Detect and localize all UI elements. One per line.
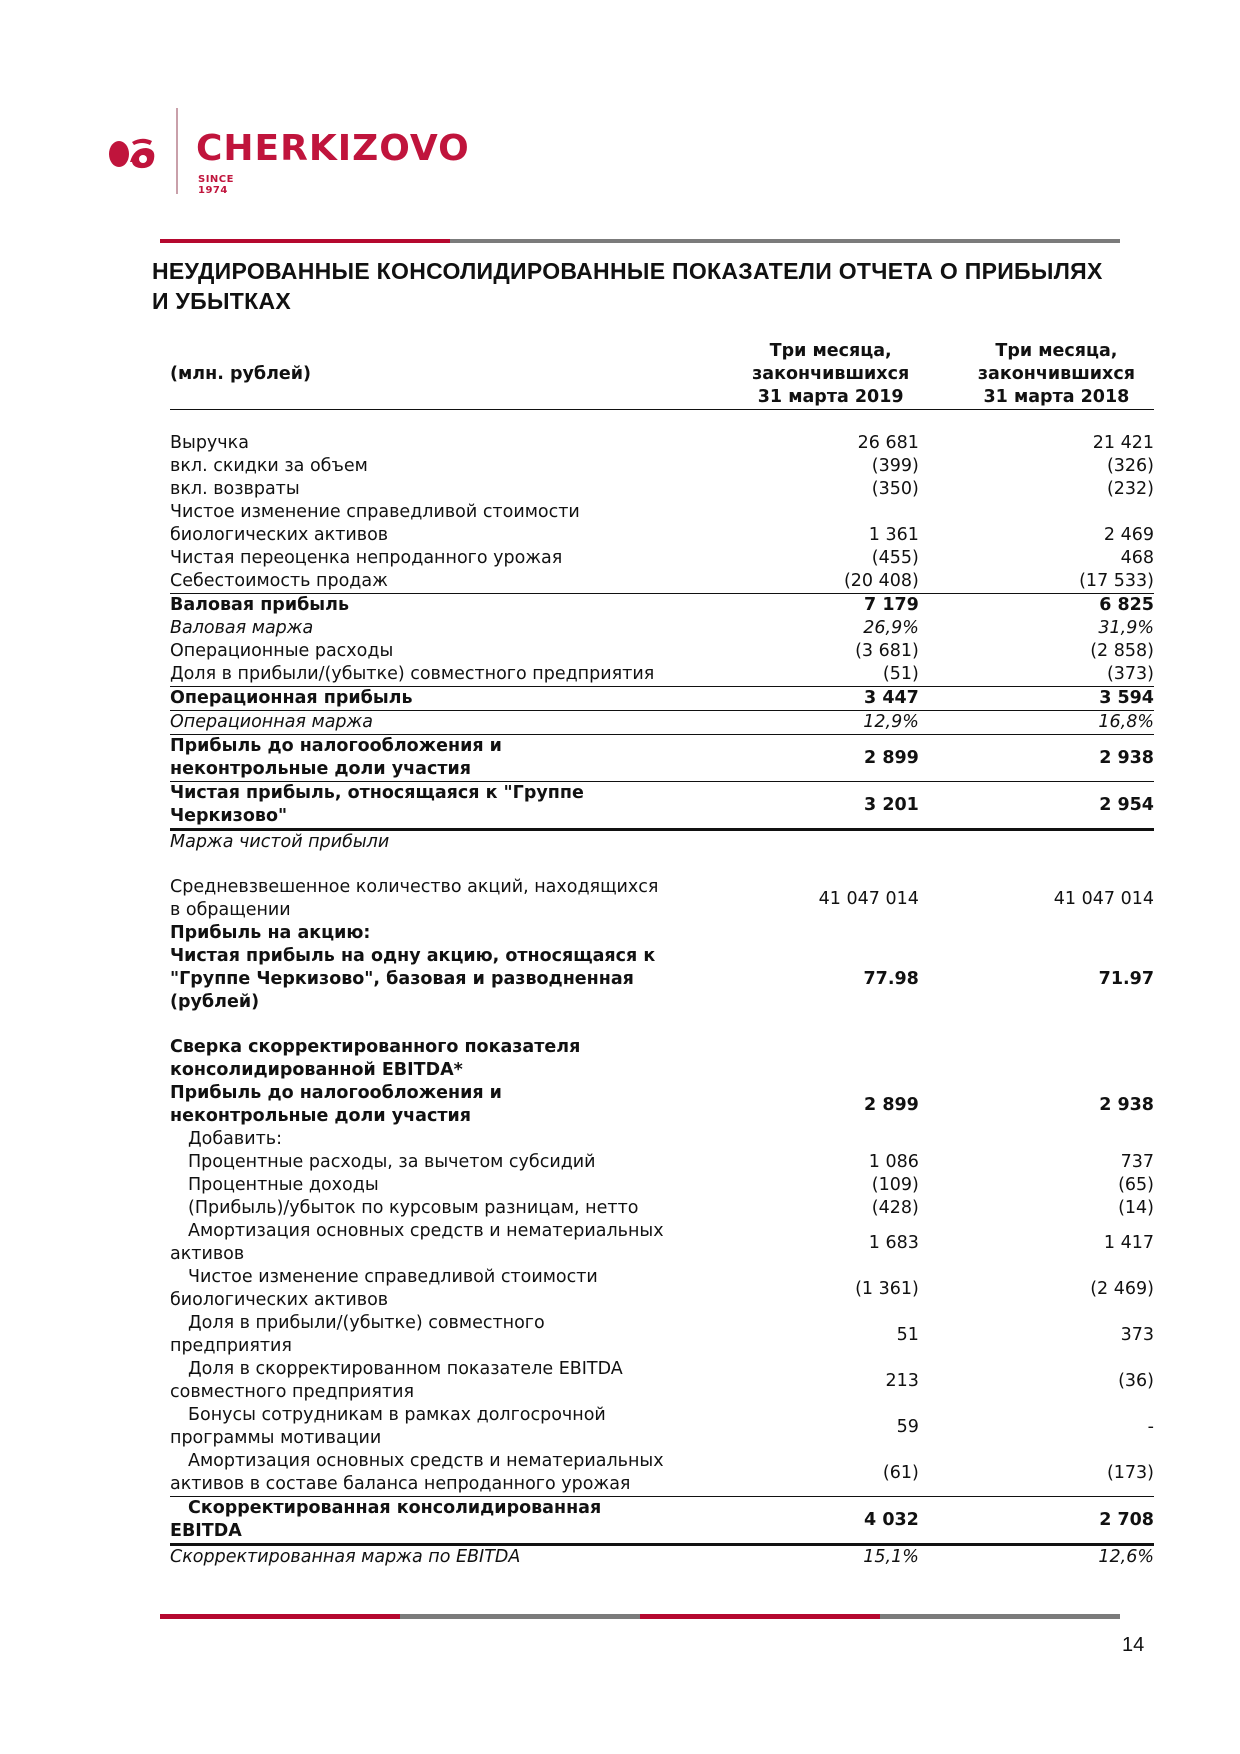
row-label: Добавить: [188,1129,282,1149]
value-2018: 2 938 [919,735,1154,782]
spacer-row [170,854,1154,876]
value-2019: 41 047 014 [818,888,919,909]
value-2018: - [1147,1416,1154,1437]
table-row [170,1545,1154,1570]
table-row [170,735,1154,782]
value-2019: 2 899 [703,735,919,782]
row-label: Валовая маржа [170,618,314,638]
value-2019: 213 [885,1370,919,1391]
value-2018: (232) [1106,479,1154,499]
logo-divider [176,108,178,194]
value-2018 [919,922,1154,945]
row-label: Операционная прибыль [170,687,703,711]
row-label: Маржа чистой прибыли [170,830,703,855]
row-label: Прибыль на акцию: [170,923,371,943]
value-2018: 41 047 014 [1053,888,1154,909]
footer-rule-segment [880,1614,1120,1619]
value-2019: 26 681 [857,433,919,453]
value-2018: 2 708 [1099,1509,1154,1530]
footer-rule [160,1614,1120,1619]
value-2019: (399) [871,456,919,476]
row-label: Процентные расходы, за вычетом субсидий [188,1152,596,1172]
value-2018: 2 938 [1099,1094,1154,1115]
value-2018: (36) [1118,1370,1154,1391]
row-label: Амортизация основных средств и нематериальных активов в составе баланса непроданного урожая [170,1450,703,1497]
table-row [170,1197,1154,1220]
value-2018: 6 825 [1099,595,1154,615]
row-label: Выручка [170,433,249,453]
table-row [170,945,1154,1014]
row-label: Процентные доходы [188,1175,379,1195]
row-label: Чистое изменение справедливой стоимости биологических активов [170,1267,598,1310]
row-label: Доля в скорректированном показателе EBITDA совместного предприятия [170,1359,623,1402]
row-label: биологических активов [170,525,389,545]
value-2018: 21 421 [1092,433,1154,453]
value-2018: 12,6% [919,1545,1154,1570]
footer-rule-segment [400,1614,640,1619]
page-number: 14 [1122,1634,1145,1656]
table-row [170,782,1154,830]
footer-rule-segment [160,1614,400,1619]
row-label: вкл. возвраты [170,479,300,499]
value-2019: (350) [871,479,919,499]
value-2018 [919,501,1154,524]
table-row [170,1312,1154,1358]
spacer-row [170,410,1154,433]
table-row [170,922,1154,945]
value-2018 [919,830,1154,855]
header-rule-grey [450,239,1120,243]
value-2019: (3 681) [855,641,919,661]
row-label: Операционная маржа [170,711,703,735]
value-2019: (20 408) [703,570,919,594]
table-row [170,1404,1154,1450]
row-label: Прибыль до налогообложения и неконтрольные доли участия [170,1083,502,1126]
value-2019: 15,1% [703,1545,919,1570]
value-2018: 468 [1120,548,1154,568]
footer-rule-segment [640,1614,880,1619]
table-row [170,1128,1154,1151]
spacer-row [170,1014,1154,1036]
row-label: Прибыль до налогообложения и неконтрольные доли участия [170,735,703,782]
value-2018: (173) [919,1450,1154,1497]
value-2019: 3 201 [864,794,919,815]
table-row [170,711,1154,735]
table-row [170,1151,1154,1174]
row-label: Операционные расходы [170,641,394,661]
row-label: Доля в прибыли/(убытке) совместного предприятия [170,663,703,687]
value-2019: 51 [896,1324,919,1345]
value-2018: (326) [1106,456,1154,476]
row-label: вкл. скидки за объем [170,456,368,476]
table-row [170,524,1154,547]
value-2019: (51) [703,663,919,687]
table-row [170,876,1154,922]
table-row [170,1358,1154,1404]
value-2018: 737 [1120,1152,1154,1172]
value-2018: 31,9% [1098,618,1154,638]
value-2018: (14) [1118,1198,1154,1218]
value-2019: 26,9% [863,618,919,638]
value-2019: 7 179 [864,595,919,615]
value-2018: (17 533) [919,570,1154,594]
value-2018: (373) [919,663,1154,687]
header-rule [160,239,1120,243]
value-2019: (109) [871,1175,919,1195]
value-2018 [919,1128,1154,1151]
row-label: Себестоимость продаж [170,570,703,594]
page-title: НЕУДИРОВАННЫЕ КОНСОЛИДИРОВАННЫЕ ПОКАЗАТЕЛИ ОТЧЕТА О ПРИБЫЛЯХ И УБЫТКАХ [152,258,1103,314]
value-2018: 373 [1120,1324,1154,1345]
table-row [170,663,1154,687]
table-row [170,1450,1154,1497]
row-label: Чистая переоценка непроданного урожая [170,548,563,568]
value-2019: 59 [896,1416,919,1437]
table-row [170,1266,1154,1312]
table-row [170,432,1154,455]
value-2019: 77.98 [863,969,919,989]
row-label: Чистая прибыль на одну акцию, относящаяся к "Группе Черкизово", базовая и разводненная (рублей) [170,946,656,1012]
table-row [170,594,1154,618]
value-2018: 16,8% [919,711,1154,735]
row-label: Доля в прибыли/(убытке) совместного предприятия [170,1313,545,1356]
table-header-row [170,340,1154,410]
row-label: Чистое изменение справедливой стоимости [170,502,580,522]
table-row [170,687,1154,711]
value-2019: (1 361) [855,1278,919,1299]
value-2018: (2 469) [1090,1278,1154,1299]
logo-wordmark: CHERKIZOVO [196,128,470,169]
value-2019 [703,501,919,524]
cherkizovo-logo-icon [108,132,158,172]
table-row [170,1036,1154,1082]
value-2018 [919,1036,1154,1082]
row-label: Чистая прибыль, относящаяся к "Группе Черкизово" [170,783,584,826]
column-header-2018: Три месяца, закончившихся 31 марта 2018 [919,340,1154,410]
table-row [170,1082,1154,1128]
table-row [170,1174,1154,1197]
value-2019 [703,830,919,855]
row-label: Сверка скорректированного показателя консолидированной EBITDA* [170,1037,581,1080]
value-2018: 1 417 [1103,1232,1154,1253]
value-2018: 2 954 [1099,794,1154,815]
row-label: Скорректированная консолидированная EBITDA [170,1498,602,1541]
value-2018: (2 858) [1090,641,1154,661]
table-row [170,1497,1154,1545]
logo-since: SINCE 1974 [198,174,234,196]
header-rule-red [160,239,450,243]
table-row [170,1220,1154,1266]
row-label: Средневзвешенное количество акций, находящихся в обращении [170,877,659,920]
column-header-2019: Три месяца, закончившихся 31 марта 2019 [703,340,919,410]
value-2019: 1 086 [868,1152,919,1172]
table-row [170,455,1154,478]
value-2019 [703,922,919,945]
value-2018: 3 594 [919,687,1154,711]
units-label: (млн. рублей) [170,340,703,410]
value-2019: 2 899 [864,1094,919,1115]
value-2019: (61) [703,1450,919,1497]
value-2019 [703,1036,919,1082]
value-2019: (455) [871,548,919,568]
row-label: Бонусы сотрудникам в рамках долгосрочной программы мотивации [170,1405,606,1448]
value-2019: 3 447 [703,687,919,711]
row-label: Скорректированная маржа по EBITDA [170,1545,703,1570]
table-row [170,640,1154,663]
table-row [170,501,1154,524]
table-row [170,830,1154,855]
value-2019: 1 683 [868,1232,919,1253]
value-2018: (65) [1118,1175,1154,1195]
value-2019: 12,9% [703,711,919,735]
row-label: (Прибыль)/убыток по курсовым разницам, нетто [188,1198,639,1218]
value-2019: (428) [871,1198,919,1218]
row-label: Валовая прибыль [170,595,350,615]
value-2019: 4 032 [864,1509,919,1530]
table-row [170,617,1154,640]
table-row [170,570,1154,594]
value-2018: 71.97 [1098,969,1154,989]
table-row [170,547,1154,570]
value-2019: 1 361 [868,525,919,545]
row-label: Амортизация основных средств и нематериальных активов [170,1221,664,1264]
table-row [170,478,1154,501]
value-2019 [703,1128,919,1151]
value-2018: 2 469 [1103,525,1154,545]
income-statement-table [170,340,1154,1569]
